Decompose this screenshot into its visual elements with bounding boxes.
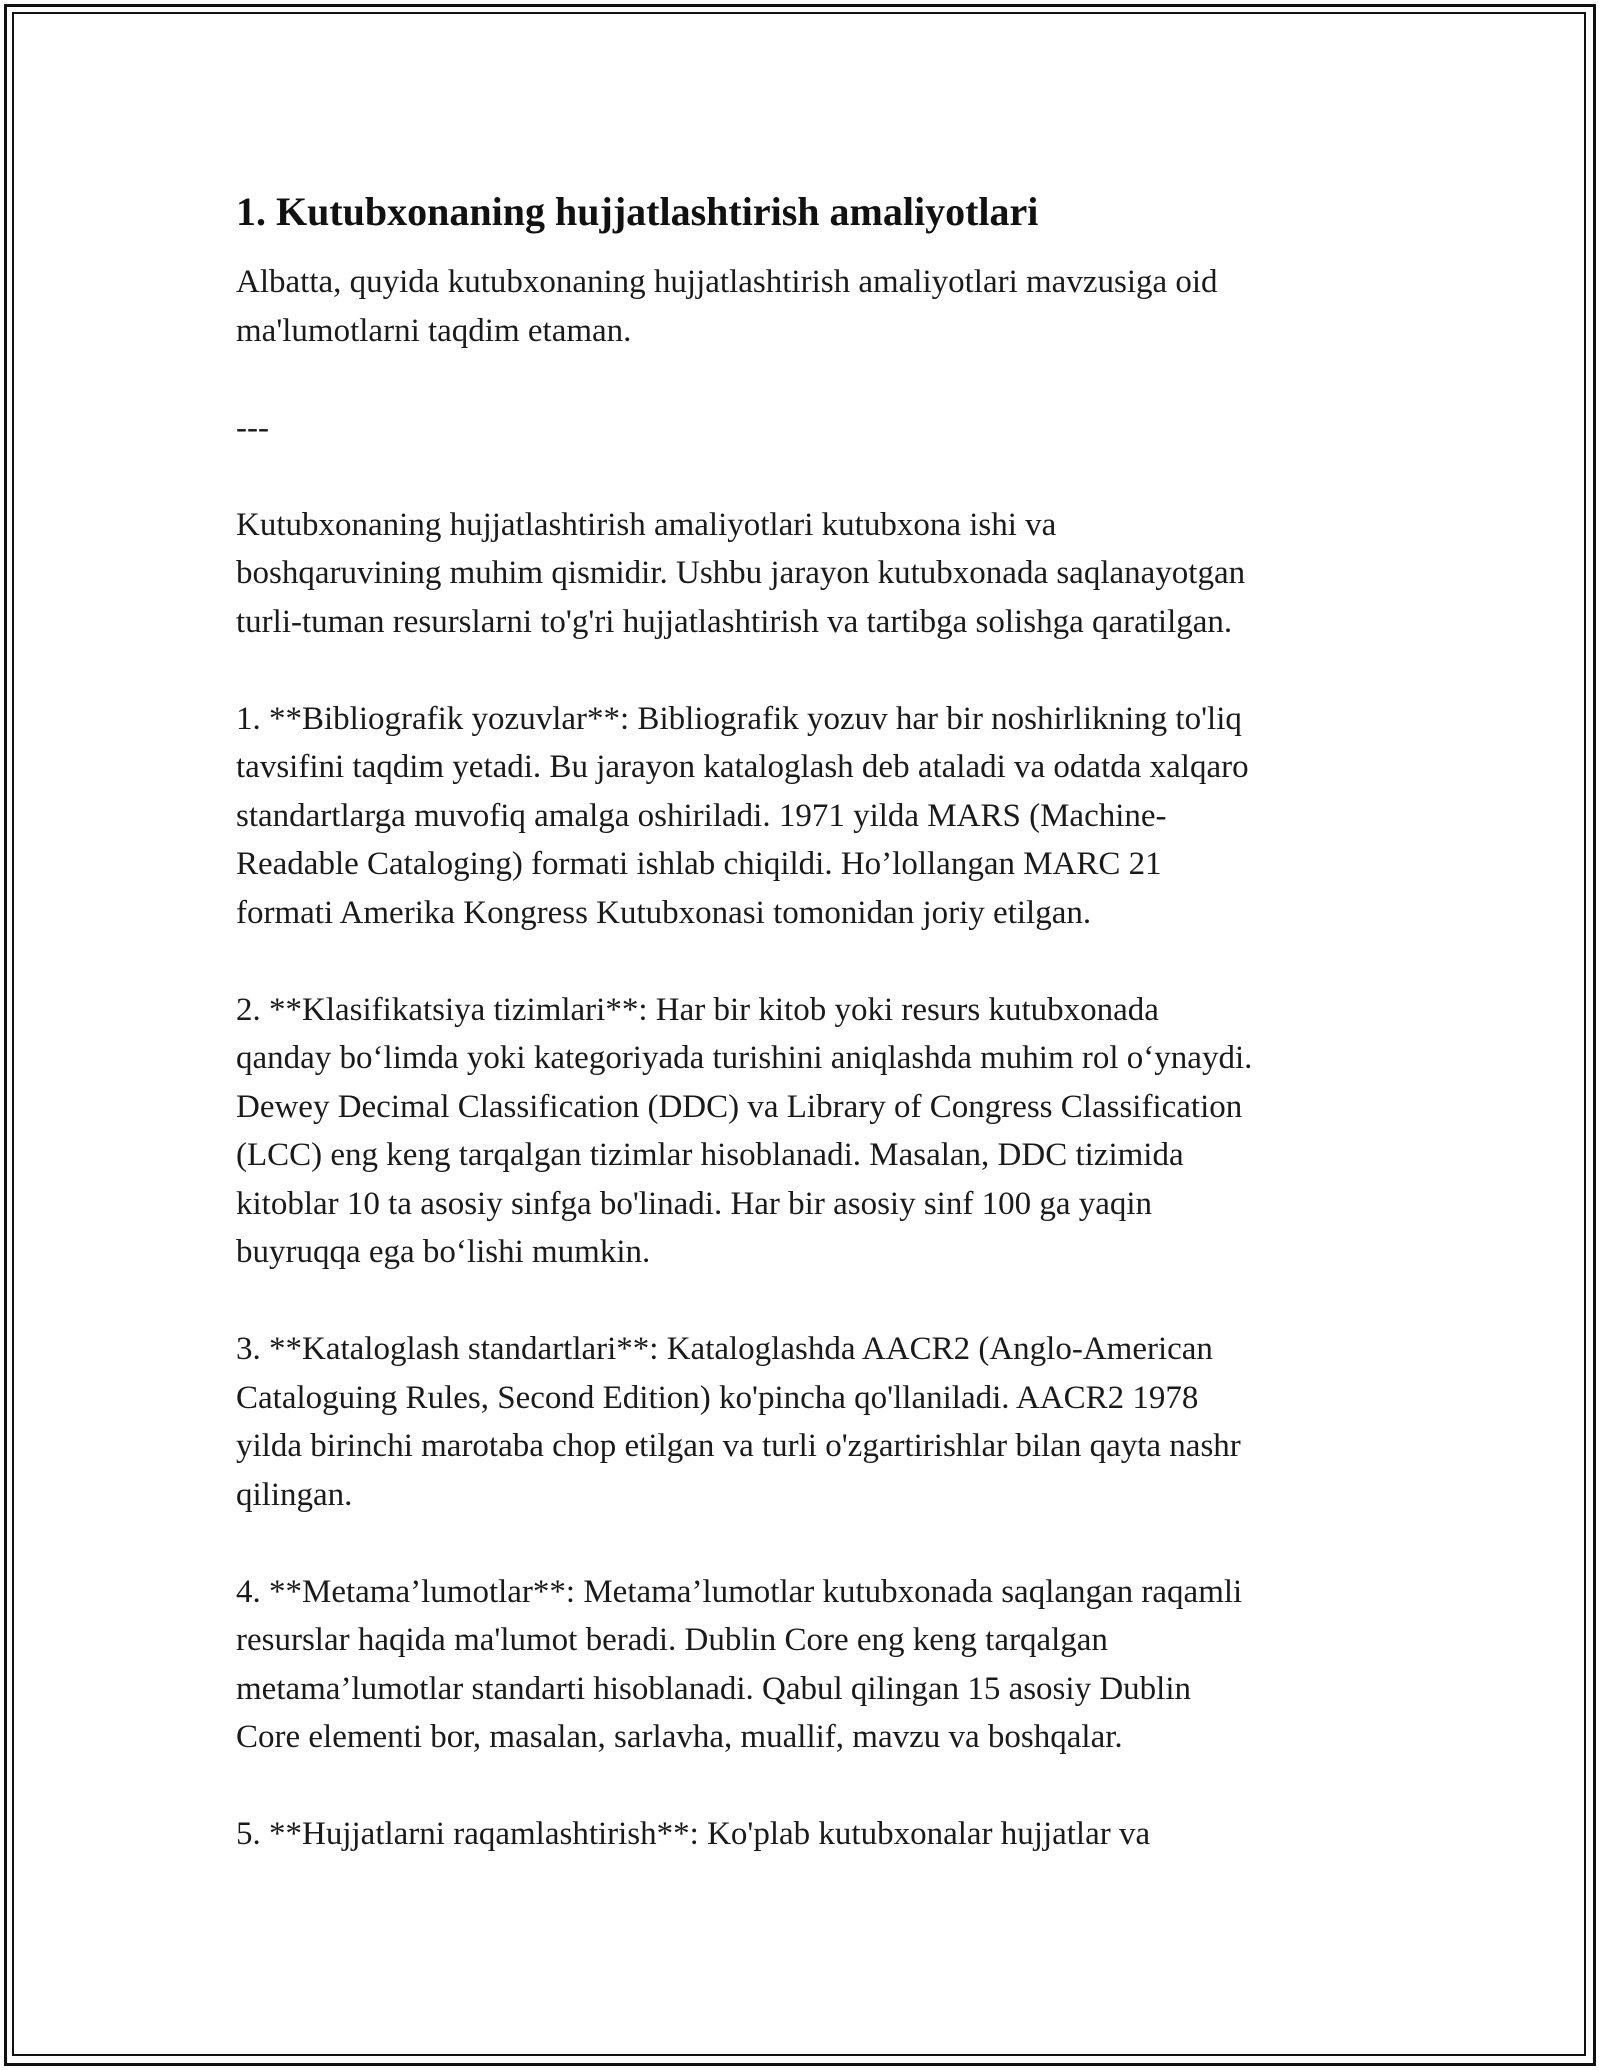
- item-bibliographic-records: 1. **Bibliografik yozuvlar**: Bibliografik yozuv har bir noshirlikning to'liq tavsifini taqdim yetadi. Bu jarayon kataloglash deb ataladi va odatda xalqaro standartlarga muvofiq amalga oshiriladi. 1971 yilda MARS (Machine- Readable Cataloging) formati ishlab chiqildi. Ho’lollangan MARC 21 formati Amerika Kongress Kutubxonasi tomonidan joriy etilgan.: [236, 700, 1249, 931]
- intro-paragraph: Albatta, quyida kutubxonaning hujjatlashtirish amaliyotlari mavzusiga oid ma'lumotlarni taqdim etaman.: [236, 264, 1218, 349]
- item-digitization: 5. **Hujjatlarni raqamlashtirish**: Ko'plab kutubxonalar hujjatlar va: [236, 1816, 1151, 1852]
- overview-paragraph: Kutubxonaning hujjatlashtirish amaliyotlari kutubxona ishi va boshqaruvining muhim qismidir. Ushbu jarayon kutubxonada saqlanayotgan turli-tuman resurslarni to'g'ri hujjatlashtirish va tartibga solishga qaratilgan.: [236, 506, 1246, 640]
- item-metadata: 4. **Metama’lumotlar**: Metama’lumotlar kutubxonada saqlangan raqamli resurslar haqida ma'lumot beradi. Dublin Core eng keng tarqalgan metama’lumotlar standarti hisoblanadi. Qabul qilingan 15 asosiy Dublin Core elementi bor, masalan, sarlavha, muallif, mavzu va boshqalar.: [236, 1573, 1243, 1755]
- separator-line: ---: [236, 409, 269, 446]
- item-cataloging-standards: 3. **Kataloglash standartlari**: Kataloglashda AACR2 (Anglo-American Cataloguing Rules, Second Edition) ko'pincha qo'llaniladi. AACR2 1978 yilda birinchi marotaba chop etilgan va turli o'zgartirishlar bilan qayta nashr qilingan.: [236, 1331, 1241, 1513]
- item-classification-systems: 2. **Klasifikatsiya tizimlari**: Har bir kitob yoki resurs kutubxonada qanday bo‘limda yoki kategoriyada turishini aniqlashda muhim rol o‘ynaydi. Dewey Decimal Classification (DDC) va Library of Congress Classification (LCC) eng keng tarqalgan tizimlar hisoblanadi. Masalan, DDC tizimida kitoblar 10 ta asosiy sinfga bo'linadi. Har bir asosiy sinf 100 ga yaqin buyruqqa ega bo‘lishi mumkin.: [236, 991, 1253, 1270]
- document-body: [236, 186, 1386, 1907]
- section-heading: 1. Kutubxonaning hujjatlashtirish amaliyotlari: [236, 189, 1039, 234]
